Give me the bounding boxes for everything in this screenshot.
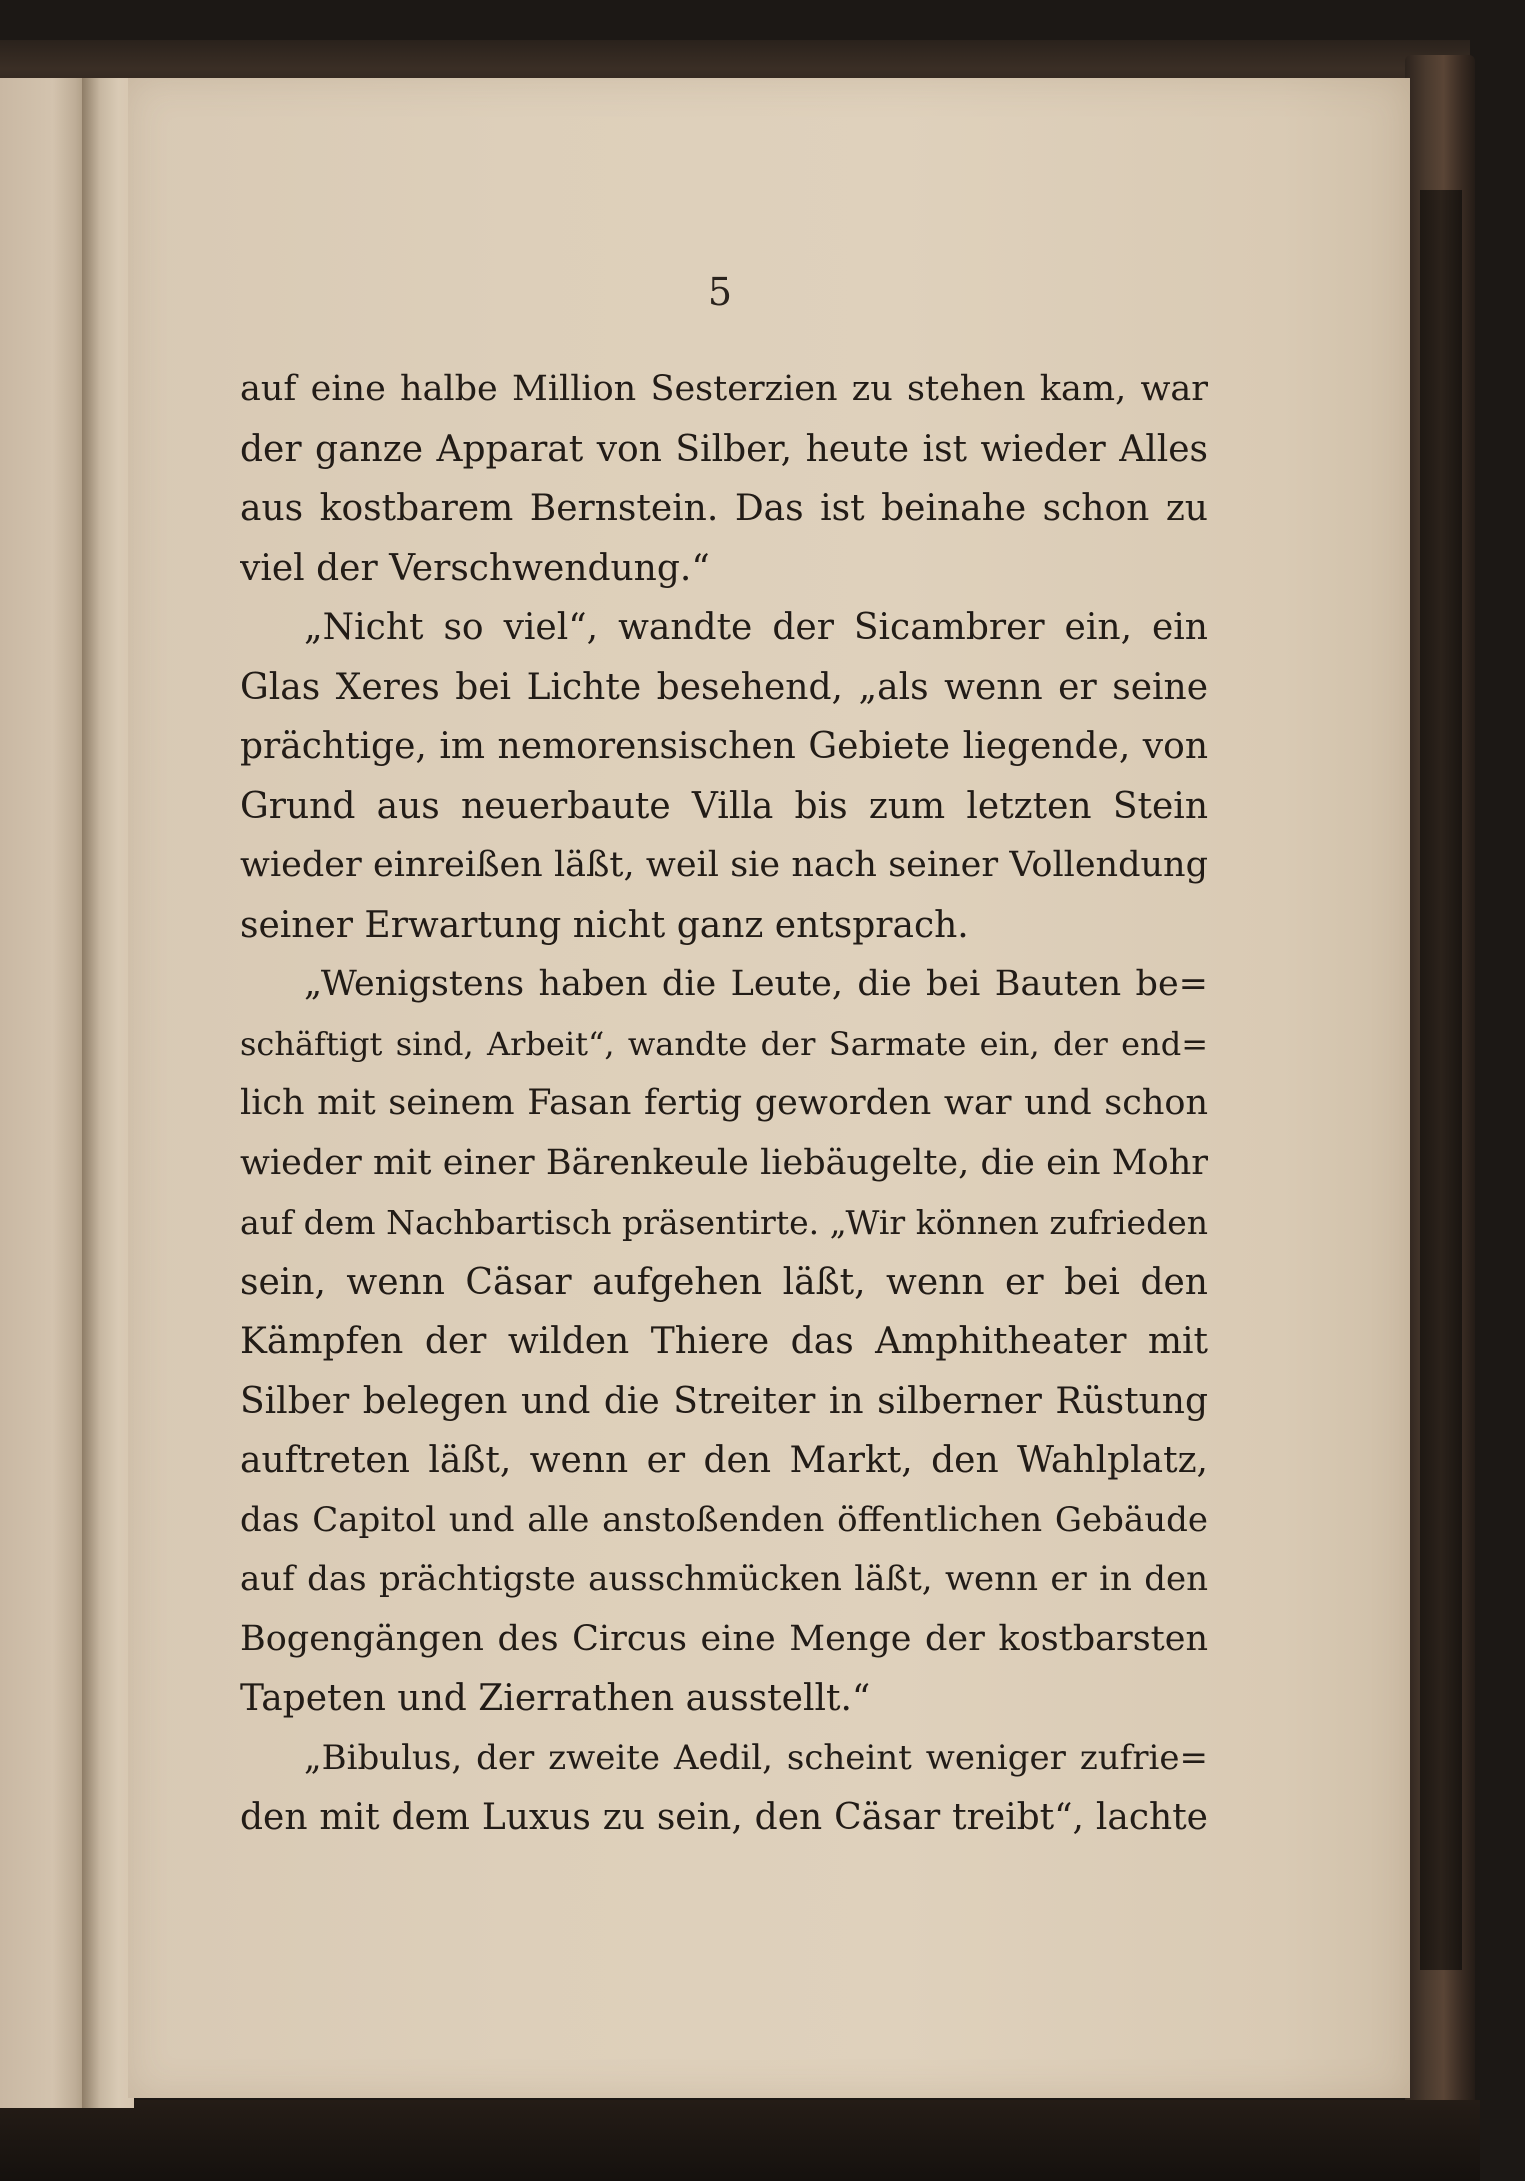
body-text [240, 360, 1208, 1848]
text-line: Glas Xeres bei Lichte besehend, „als wenn er seine [240, 666, 1208, 708]
text-line: „Wenigstens haben die Leute, die bei Bauten be= [304, 964, 1208, 1004]
book-cover-bottom [0, 2100, 1480, 2181]
left-page-edge [0, 78, 88, 2108]
text-line: Tapeten und Zierrathen ausstellt.“ [240, 1678, 871, 1719]
text-line: schäftigt sind, Arbeit“, wandte der Sarmate ein, der end= [240, 1024, 1208, 1063]
text-line: seiner Erwartung nicht ganz entsprach. [240, 904, 969, 946]
text-line: auf eine halbe Million Sesterzien zu stehen kam, war [240, 369, 1208, 409]
page-gutter [82, 78, 134, 2108]
page-number: 5 [707, 270, 733, 314]
text-line: prächtige, im nemorensischen Gebiete liegende, von [240, 726, 1208, 767]
text-line: wieder mit einer Bärenkeule liebäugelte, die ein Mohr [240, 1142, 1208, 1183]
text-line: sein, wenn Cäsar aufgehen läßt, wenn er bei den [240, 1261, 1208, 1303]
text-line: Kämpfen der wilden Thiere das Amphitheater mit [240, 1321, 1208, 1362]
text-line: auf dem Nachbartisch präsentirte. „Wir können zufrieden [240, 1203, 1208, 1242]
text-line: Silber belegen und die Streiter in silberner Rüstung [240, 1380, 1208, 1422]
text-line: viel der Verschwendung.“ [240, 547, 710, 589]
text-line: der ganze Apparat von Silber, heute ist wieder Alles [240, 428, 1208, 470]
book-cover-right-edge [1420, 190, 1462, 1970]
text-line: aus kostbarem Bernstein. Das ist beinahe schon zu [240, 488, 1208, 529]
text-line: lich mit seinem Fasan fertig geworden war und schon [240, 1083, 1208, 1123]
text-line: auf das prächtigste ausschmücken läßt, wenn er in den [240, 1559, 1208, 1599]
text-line: Bogengängen des Circus eine Menge der kostbarsten [240, 1618, 1208, 1659]
text-line: „Nicht so viel“, wandte der Sicambrer ein, ein [304, 607, 1208, 648]
text-line: Grund aus neuerbaute Villa bis zum letzten Stein [240, 785, 1208, 827]
text-line: den mit dem Luxus zu sein, den Cäsar treibt“, lachte [240, 1797, 1208, 1838]
text-line: auftreten läßt, wenn er den Markt, den Wahlplatz, [240, 1440, 1208, 1481]
text-line: das Capitol und alle anstoßenden öffentlichen Gebäude [240, 1499, 1208, 1540]
text-line: wieder einreißen läßt, weil sie nach seiner Vollendung [240, 845, 1208, 885]
text-line: „Bibulus, der zweite Aedil, scheint weniger zufrie= [304, 1737, 1208, 1778]
